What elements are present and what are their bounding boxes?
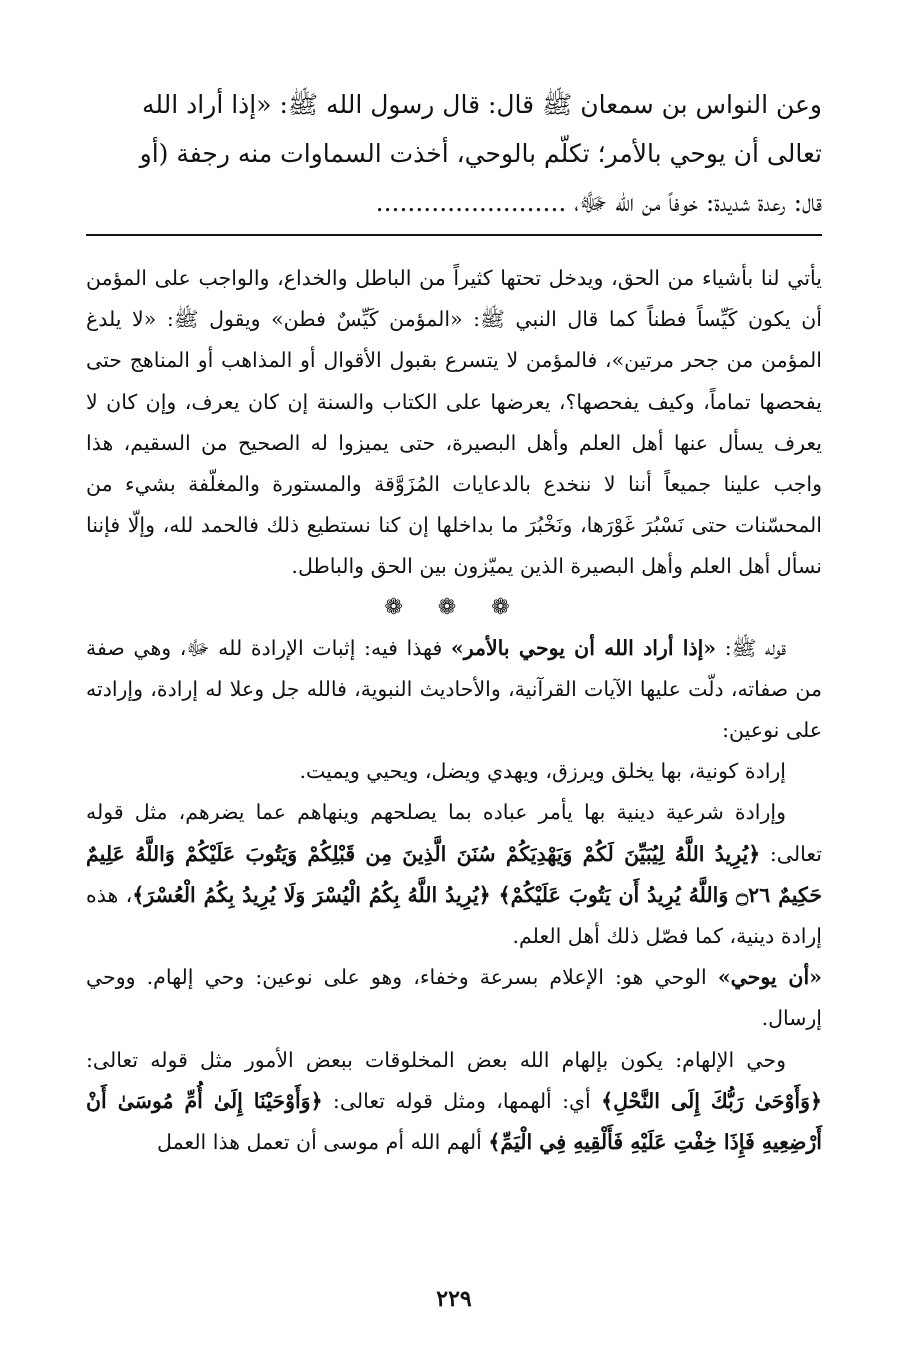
hadith-text [86,80,822,227]
text-run: الوحي هو: الإعلام بسرعة وخفاء، وهو على نوعين: وحي إلهام. ووحي إرسال. [86,965,822,1031]
hadith-quote: «أن يوحي» [717,965,822,990]
stars-ornament: ❁ ❁ ❁ [384,594,524,620]
page-number: ٢٢٩ [436,1286,472,1312]
text-run: ألهم الله أم موسى أن تعمل هذا العمل [157,1130,489,1155]
paragraph: إرادة كونية، بها يخلق ويرزق، ويهدي ويضل، ويحيي ويميت. [299,759,786,784]
hadith-line: قال: رعدة شديدة: خوفاً من الله ﷻ، ........................ [375,188,822,217]
paragraph [86,628,822,752]
commentary-text [86,258,822,1163]
text-run: ، هذه إرادة دينية، كما فصّل ذلك أهل العلم. [86,882,822,949]
text-run: فهذا فيه: إثبات الإرادة لله ﷻ، وهي صفة من صفاته، دلّت عليها الآيات القرآنية، والأحاديث النبوية، فالله جل وعلا له إرادة، وإرادته على نوعين: [86,635,822,743]
paragraph [86,957,822,1039]
section-divider [86,234,822,236]
paragraph [86,1040,822,1164]
text-run: وإرادة شرعية دينية بها يأمر عباده بما يصلحهم وينهاهم عما يضرهم، مثل قوله تعالى: [86,800,822,866]
hadith-line: تعالى أن يوحي بالأمر؛ تكلّم بالوحي، أخذت السماوات منه رجفة (أو [139,139,822,168]
quran-verse: ﴿وَأَوْحَيْنَا إِلَىٰ أُمِّ مُوسَىٰ أَنْ أَرْضِعِيهِ فَإِذَا خِفْتِ عَلَيْهِ فَأَلْقِيهِ فِي الْيَمِّ﴾ [86,1088,822,1155]
text-run: قوله ﷺ: [716,635,786,660]
text-run: وحي الإلهام: يكون بإلهام الله بعض المخلوقات ببعض الأمور مثل قوله تعالى: [86,1047,786,1072]
hadith-quote: «إذا أراد الله أن يوحي بالأمر» [450,635,717,660]
quran-verse: ﴿يُرِيدُ اللَّهُ لِيُبَيِّنَ لَكُمْ وَيَهْدِيَكُمْ سُنَنَ الَّذِينَ مِن قَبْلِكُمْ وَيَتُوبَ عَلَيْكُمْ وَاللَّهُ عَلِيمٌ حَكِيمٌ ۝٢٦ وَاللَّهُ يُرِيدُ أَن يَتُوبَ عَلَيْكُمْ﴾ [86,841,822,907]
quran-verse: ﴿وَأَوْحَىٰ رَبُّكَ إِلَى النَّحْلِ﴾ [601,1088,822,1113]
text-run: أي: ألهمها، ومثل قوله تعالى: [322,1088,602,1113]
paragraph [86,792,822,957]
quran-verse: ﴿يُرِيدُ اللَّهُ بِكُمُ الْيُسْرَ وَلَا يُرِيدُ بِكُمُ الْعُسْرَ﴾ [132,882,499,907]
paragraph: يأتي لنا بأشياء من الحق، ويدخل تحتها كثيراً من الباطل والخداع، والواجب على المؤمن أن يكون كَيِّساً فطناً كما قال النبي ﷺ: «المؤمن كَيِّسٌ فطن» ويقول ﷺ: «لا يلدغ المؤمن من جحر مرتين»، فالمؤمن لا يتسرع بقبول الأقوال أو المذاهب أو المناهج حتى يفحصها تماماً، وكيف يفحصها؟، يعرضها على الكتاب والسنة إن كان يعرف، وإن كان لا يعرف يسأل عنها أهل العلم وأهل البصيرة، حتى يميزوا له الصحيح من السقيم، هذا واجب علينا جميعاً أننا لا ننخدع بالدعايات المُزَوَّقة والمستورة والمغلّفة بشيء من المحسّنات حتى نَسْبُرَ غَوْرَها، ونَخْبُرَ ما بداخلها إن كنا نستطيع ذلك فالحمد لله، وإلّا فإننا نسأل أهل العلم وأهل البصيرة الذين يميّزون بين الحق والباطل. [86,266,822,579]
hadith-line: وعن النواس بن سمعان ﷺ قال: قال رسول الله ﷺ: «إذا أراد الله [141,90,822,119]
